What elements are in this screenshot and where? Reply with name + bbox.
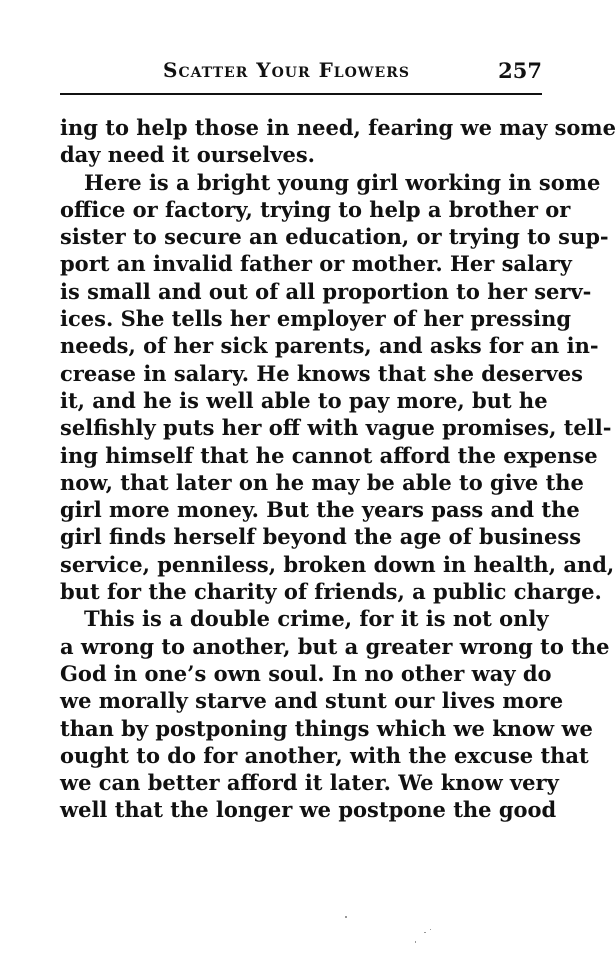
text-line: well that the longer we postpone the good [60,797,557,823]
scan-speck [430,929,431,930]
text-line: service, penniless, broken down in health, and, [60,551,615,577]
header-rule [60,93,542,95]
text-line: This is a double crime, for it is not only [84,606,549,632]
scan-speck [424,932,426,933]
text-line: is small and out of all proportion to her serv- [60,278,592,304]
text-line: girl more money. But the years pass and the [60,497,580,523]
running-title: Scatter Your Flowers [163,58,410,82]
text-line: office or factory, trying to help a brother or [60,196,571,222]
scan-speck [415,941,416,943]
text-line: Here is a bright young girl working in some [84,169,601,195]
body-text [60,114,616,824]
text-line: sister to secure an education, or trying to sup- [60,224,609,250]
scan-speck [345,916,347,918]
page-header [60,58,542,88]
text-line: selfishly puts her off with vague promises, tell- [60,415,612,441]
text-line: ought to do for another, with the excuse that [60,742,589,768]
text-line: ices. She tells her employer of her pressing [60,306,572,332]
text-line: day need it ourselves. [60,142,315,168]
text-line: port an invalid father or mother. Her salary [60,251,572,277]
text-line: but for the charity of friends, a public charge. [60,579,602,605]
text-line: a wrong to another, but a greater wrong to the [60,633,610,659]
text-line: than by postponing things which we know we [60,715,593,741]
text-line: it, and he is well able to pay more, but he [60,387,548,413]
text-line: needs, of her sick parents, and asks for an in- [60,333,599,359]
text-line: now, that later on he may be able to give the [60,469,584,495]
text-line: God in one’s own soul. In no other way do [60,660,552,686]
text-line: ing to help those in need, fearing we may some [60,115,616,140]
text-line: we can better afford it later. We know very [60,770,559,796]
text-line: crease in salary. He knows that she deserves [60,360,583,386]
page-number: 257 [498,58,542,83]
text-line: girl finds herself beyond the age of business [60,524,582,550]
text-line: ing himself that he cannot afford the expense [60,442,598,468]
text-line: we morally starve and stunt our lives more [60,688,564,714]
